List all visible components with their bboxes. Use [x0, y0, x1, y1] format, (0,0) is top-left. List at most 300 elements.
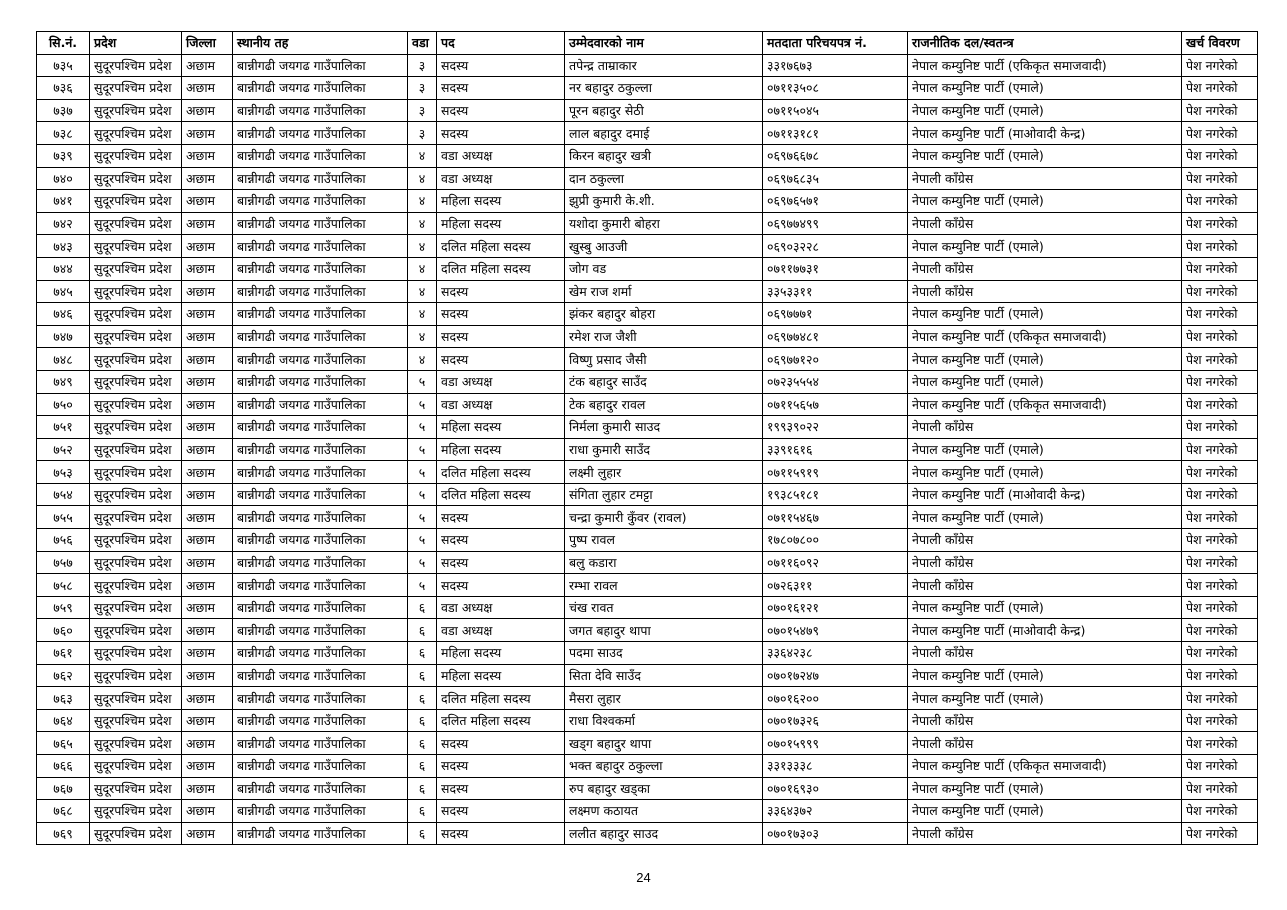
cell-district: अछाम [182, 461, 233, 484]
cell-local-level: बान्नीगढी जयगढ गाउँपालिका [233, 619, 408, 642]
cell-expense-details: पेश नगरेको [1182, 642, 1258, 665]
cell-voter-id: ०७०१६१२१ [763, 596, 908, 619]
cell-local-level: बान्नीगढी जयगढ गाउँपालिका [233, 506, 408, 529]
cell-serial-number: ७६२ [37, 664, 90, 687]
cell-party: नेपाली काँग्रेस [908, 551, 1182, 574]
cell-serial-number: ७६१ [37, 642, 90, 665]
cell-ward: ५ [408, 438, 437, 461]
cell-party: नेपाल कम्युनिष्ट पार्टी (एमाले) [908, 687, 1182, 710]
cell-serial-number: ७५६ [37, 529, 90, 552]
cell-province: सुदूरपश्चिम प्रदेश [90, 416, 182, 439]
cell-serial-number: ७४२ [37, 212, 90, 235]
cell-party: नेपाल कम्युनिष्ट पार्टी (माओवादी केन्द्र) [908, 483, 1182, 506]
cell-province: सुदूरपश्चिम प्रदेश [90, 190, 182, 213]
cell-province: सुदूरपश्चिम प्रदेश [90, 506, 182, 529]
cell-voter-id: ०६९७७४९९ [763, 212, 908, 235]
cell-province: सुदूरपश्चिम प्रदेश [90, 99, 182, 122]
cell-post: वडा अध्यक्ष [437, 167, 565, 190]
cell-voter-id: ०६९७६८३५ [763, 167, 908, 190]
cell-ward: ६ [408, 822, 437, 845]
cell-post: महिला सदस्य [437, 664, 565, 687]
table-row [37, 777, 1258, 800]
cell-expense-details: पेश नगरेको [1182, 416, 1258, 439]
cell-party: नेपाल कम्युनिष्ट पार्टी (एमाले) [908, 461, 1182, 484]
header-ward: वडा [408, 32, 437, 55]
cell-party: नेपाली काँग्रेस [908, 257, 1182, 280]
header-province: प्रदेश [90, 32, 182, 55]
cell-province: सुदूरपश्चिम प्रदेश [90, 235, 182, 258]
cell-serial-number: ७६५ [37, 732, 90, 755]
cell-district: अछाम [182, 551, 233, 574]
cell-candidate-name: निर्मला कुमारी साउद [565, 416, 763, 439]
cell-province: सुदूरपश्चिम प्रदेश [90, 642, 182, 665]
cell-ward: ६ [408, 642, 437, 665]
cell-district: अछाम [182, 235, 233, 258]
header-serial-number: सि.नं. [37, 32, 90, 55]
table-row [37, 393, 1258, 416]
cell-party: नेपाल कम्युनिष्ट पार्टी (एमाले) [908, 800, 1182, 823]
cell-post: सदस्य [437, 529, 565, 552]
cell-party: नेपाल कम्युनिष्ट पार्टी (एकिकृत समाजवादी) [908, 393, 1182, 416]
cell-candidate-name: भक्त बहादुर ठकुल्ला [565, 755, 763, 778]
cell-post: वडा अध्यक्ष [437, 370, 565, 393]
cell-voter-id: ०७०१६२०० [763, 687, 908, 710]
cell-expense-details: पेश नगरेको [1182, 506, 1258, 529]
cell-voter-id: ०७११५०४५ [763, 99, 908, 122]
cell-expense-details: पेश नगरेको [1182, 77, 1258, 100]
cell-party: नेपाल कम्युनिष्ट पार्टी (एकिकृत समाजवादी) [908, 755, 1182, 778]
cell-local-level: बान्नीगढी जयगढ गाउँपालिका [233, 212, 408, 235]
cell-local-level: बान्नीगढी जयगढ गाउँपालिका [233, 348, 408, 371]
cell-expense-details: पेश नगरेको [1182, 370, 1258, 393]
cell-serial-number: ७४३ [37, 235, 90, 258]
cell-expense-details: पेश नगरेको [1182, 280, 1258, 303]
cell-province: सुदूरपश्चिम प्रदेश [90, 54, 182, 77]
table-row [37, 122, 1258, 145]
cell-voter-id: ०६९७७७१ [763, 303, 908, 326]
cell-province: सुदूरपश्चिम प्रदेश [90, 529, 182, 552]
cell-expense-details: पेश नगरेको [1182, 529, 1258, 552]
cell-post: महिला सदस्य [437, 212, 565, 235]
cell-local-level: बान्नीगढी जयगढ गाउँपालिका [233, 325, 408, 348]
cell-expense-details: पेश नगरेको [1182, 574, 1258, 597]
cell-local-level: बान्नीगढी जयगढ गाउँपालिका [233, 732, 408, 755]
cell-expense-details: पेश नगरेको [1182, 393, 1258, 416]
cell-district: अछाम [182, 77, 233, 100]
cell-ward: ४ [408, 190, 437, 213]
cell-candidate-name: राधा विश्वकर्मा [565, 709, 763, 732]
cell-candidate-name: ललीत बहादुर साउद [565, 822, 763, 845]
cell-ward: ५ [408, 574, 437, 597]
table-row [37, 755, 1258, 778]
cell-post: सदस्य [437, 800, 565, 823]
cell-expense-details: पेश नगरेको [1182, 235, 1258, 258]
cell-province: सुदूरपश्चिम प्रदेश [90, 619, 182, 642]
cell-expense-details: पेश नगरेको [1182, 303, 1258, 326]
cell-ward: ५ [408, 551, 437, 574]
cell-province: सुदूरपश्चिम प्रदेश [90, 800, 182, 823]
cell-candidate-name: दान ठकुल्ला [565, 167, 763, 190]
table-row [37, 438, 1258, 461]
cell-ward: ३ [408, 99, 437, 122]
cell-serial-number: ७५२ [37, 438, 90, 461]
cell-serial-number: ७५४ [37, 483, 90, 506]
cell-candidate-name: खुस्बु आउजी [565, 235, 763, 258]
table-row [37, 416, 1258, 439]
cell-expense-details: पेश नगरेको [1182, 551, 1258, 574]
cell-voter-id: १७८०७८०० [763, 529, 908, 552]
cell-candidate-name: लाल बहादुर दमाई [565, 122, 763, 145]
cell-party: नेपाल कम्युनिष्ट पार्टी (एमाले) [908, 303, 1182, 326]
table-row [37, 461, 1258, 484]
cell-ward: ६ [408, 709, 437, 732]
cell-district: अछाम [182, 122, 233, 145]
cell-post: वडा अध्यक्ष [437, 596, 565, 619]
cell-local-level: बान्नीगढी जयगढ गाउँपालिका [233, 257, 408, 280]
cell-province: सुदूरपश्चिम प्रदेश [90, 257, 182, 280]
cell-expense-details: पेश नगरेको [1182, 800, 1258, 823]
cell-province: सुदूरपश्चिम प्रदेश [90, 303, 182, 326]
cell-expense-details: पेश नगरेको [1182, 461, 1258, 484]
cell-district: अछाम [182, 325, 233, 348]
cell-expense-details: पेश नगरेको [1182, 325, 1258, 348]
header-local-level: स्थानीय तह [233, 32, 408, 55]
cell-party: नेपाल कम्युनिष्ट पार्टी (एमाले) [908, 235, 1182, 258]
cell-party: नेपाल कम्युनिष्ट पार्टी (एमाले) [908, 777, 1182, 800]
cell-voter-id: ०७२३५५५४ [763, 370, 908, 393]
cell-local-level: बान्नीगढी जयगढ गाउँपालिका [233, 54, 408, 77]
cell-province: सुदूरपश्चिम प्रदेश [90, 77, 182, 100]
cell-post: सदस्य [437, 822, 565, 845]
cell-candidate-name: पूरन बहादुर सेठी [565, 99, 763, 122]
cell-district: अछाम [182, 619, 233, 642]
cell-district: अछाम [182, 303, 233, 326]
cell-voter-id: १९३८५१८१ [763, 483, 908, 506]
cell-district: अछाम [182, 596, 233, 619]
cell-party: नेपाली काँग्रेस [908, 642, 1182, 665]
cell-district: अछाम [182, 483, 233, 506]
cell-district: अछाम [182, 438, 233, 461]
cell-serial-number: ७४९ [37, 370, 90, 393]
cell-local-level: बान्नीगढी जयगढ गाउँपालिका [233, 303, 408, 326]
cell-candidate-name: पदमा साउद [565, 642, 763, 665]
cell-expense-details: पेश नगरेको [1182, 619, 1258, 642]
header-expense-details: खर्च विवरण [1182, 32, 1258, 55]
header-candidate-name: उम्मेदवारको नाम [565, 32, 763, 55]
cell-post: महिला सदस्य [437, 416, 565, 439]
cell-ward: ६ [408, 777, 437, 800]
cell-post: सदस्य [437, 122, 565, 145]
cell-candidate-name: टंक बहादुर साउँद [565, 370, 763, 393]
cell-post: दलित महिला सदस्य [437, 709, 565, 732]
cell-post: वडा अध्यक्ष [437, 619, 565, 642]
cell-post: वडा अध्यक्ष [437, 393, 565, 416]
table-row [37, 483, 1258, 506]
cell-serial-number: ७४५ [37, 280, 90, 303]
cell-post: सदस्य [437, 54, 565, 77]
cell-local-level: बान्नीगढी जयगढ गाउँपालिका [233, 461, 408, 484]
cell-local-level: बान्नीगढी जयगढ गाउँपालिका [233, 709, 408, 732]
cell-expense-details: पेश नगरेको [1182, 144, 1258, 167]
cell-candidate-name: मैसरा लुहार [565, 687, 763, 710]
cell-candidate-name: पुष्प रावल [565, 529, 763, 552]
cell-local-level: बान्नीगढी जयगढ गाउँपालिका [233, 99, 408, 122]
cell-province: सुदूरपश्चिम प्रदेश [90, 732, 182, 755]
cell-district: अछाम [182, 709, 233, 732]
cell-voter-id: ३३६४३७२ [763, 800, 908, 823]
cell-serial-number: ७४६ [37, 303, 90, 326]
table-row [37, 257, 1258, 280]
cell-candidate-name: लक्ष्मण कठायत [565, 800, 763, 823]
cell-province: सुदूरपश्चिम प्रदेश [90, 212, 182, 235]
cell-province: सुदूरपश्चिम प्रदेश [90, 664, 182, 687]
cell-serial-number: ७३८ [37, 122, 90, 145]
cell-ward: ३ [408, 54, 437, 77]
cell-district: अछाम [182, 777, 233, 800]
cell-local-level: बान्नीगढी जयगढ गाउँपालिका [233, 416, 408, 439]
cell-district: अछाम [182, 370, 233, 393]
cell-candidate-name: किरन बहादुर खत्री [565, 144, 763, 167]
cell-ward: ४ [408, 303, 437, 326]
table-row [37, 190, 1258, 213]
cell-local-level: बान्नीगढी जयगढ गाउँपालिका [233, 144, 408, 167]
cell-party: नेपाली काँग्रेस [908, 529, 1182, 552]
cell-voter-id: ०७२६३११ [763, 574, 908, 597]
cell-local-level: बान्नीगढी जयगढ गाउँपालिका [233, 822, 408, 845]
cell-candidate-name: सिता देवि साउँद [565, 664, 763, 687]
cell-district: अछाम [182, 506, 233, 529]
cell-candidate-name: चन्द्रा कुमारी कुँवर (रावल) [565, 506, 763, 529]
table-row [37, 303, 1258, 326]
cell-expense-details: पेश नगरेको [1182, 212, 1258, 235]
cell-party: नेपाल कम्युनिष्ट पार्टी (एमाले) [908, 506, 1182, 529]
cell-local-level: बान्नीगढी जयगढ गाउँपालिका [233, 664, 408, 687]
cell-post: सदस्य [437, 732, 565, 755]
table-row [37, 506, 1258, 529]
cell-province: सुदूरपश्चिम प्रदेश [90, 144, 182, 167]
cell-district: अछाम [182, 99, 233, 122]
cell-ward: ६ [408, 596, 437, 619]
cell-candidate-name: झुप्री कुमारी के.शी. [565, 190, 763, 213]
cell-party: नेपाल कम्युनिष्ट पार्टी (एमाले) [908, 190, 1182, 213]
cell-serial-number: ७४८ [37, 348, 90, 371]
cell-local-level: बान्नीगढी जयगढ गाउँपालिका [233, 77, 408, 100]
cell-post: महिला सदस्य [437, 190, 565, 213]
cell-district: अछाम [182, 416, 233, 439]
cell-local-level: बान्नीगढी जयगढ गाउँपालिका [233, 370, 408, 393]
cell-local-level: बान्नीगढी जयगढ गाउँपालिका [233, 190, 408, 213]
page-number: 24 [636, 870, 651, 885]
cell-serial-number: ७३६ [37, 77, 90, 100]
cell-expense-details: पेश नगरेको [1182, 483, 1258, 506]
cell-district: अछाम [182, 822, 233, 845]
cell-local-level: बान्नीगढी जयगढ गाउँपालिका [233, 800, 408, 823]
cell-party: नेपाल कम्युनिष्ट पार्टी (माओवादी केन्द्र) [908, 619, 1182, 642]
table-row [37, 800, 1258, 823]
cell-party: नेपाल कम्युनिष्ट पार्टी (एमाले) [908, 370, 1182, 393]
cell-serial-number: ७५९ [37, 596, 90, 619]
cell-expense-details: पेश नगरेको [1182, 257, 1258, 280]
cell-local-level: बान्नीगढी जयगढ गाउँपालिका [233, 551, 408, 574]
cell-ward: ४ [408, 212, 437, 235]
cell-voter-id: ०७११५९१९ [763, 461, 908, 484]
cell-serial-number: ७३५ [37, 54, 90, 77]
cell-province: सुदूरपश्चिम प्रदेश [90, 822, 182, 845]
cell-district: अछाम [182, 800, 233, 823]
cell-province: सुदूरपश्चिम प्रदेश [90, 755, 182, 778]
header-voter-id: मतदाता परिचयपत्र नं. [763, 32, 908, 55]
cell-ward: ६ [408, 687, 437, 710]
cell-candidate-name: चंख रावत [565, 596, 763, 619]
cell-district: अछाम [182, 574, 233, 597]
table-row [37, 687, 1258, 710]
cell-post: महिला सदस्य [437, 642, 565, 665]
cell-party: नेपाली काँग्रेस [908, 732, 1182, 755]
cell-ward: ४ [408, 348, 437, 371]
cell-district: अछाम [182, 257, 233, 280]
cell-voter-id: ०७०१६९३० [763, 777, 908, 800]
cell-expense-details: पेश नगरेको [1182, 664, 1258, 687]
cell-voter-id: ३३६४२३८ [763, 642, 908, 665]
header-post: पद [437, 32, 565, 55]
table-row [37, 529, 1258, 552]
cell-voter-id: ३३९१६१६ [763, 438, 908, 461]
cell-district: अछाम [182, 212, 233, 235]
cell-voter-id: ०७११६०९२ [763, 551, 908, 574]
table-header-row [37, 32, 1258, 55]
cell-local-level: बान्नीगढी जयगढ गाउँपालिका [233, 483, 408, 506]
cell-candidate-name: संगिता लुहार टमट्टा [565, 483, 763, 506]
cell-voter-id: ३३५३३११ [763, 280, 908, 303]
cell-voter-id: ०७०१७३०३ [763, 822, 908, 845]
cell-post: सदस्य [437, 77, 565, 100]
cell-serial-number: ७६८ [37, 800, 90, 823]
cell-voter-id: ०७११५६५७ [763, 393, 908, 416]
cell-voter-id: ३३१३३३८ [763, 755, 908, 778]
cell-post: सदस्य [437, 506, 565, 529]
cell-expense-details: पेश नगरेको [1182, 709, 1258, 732]
cell-voter-id: ३३१७६७३ [763, 54, 908, 77]
cell-party: नेपाली काँग्रेस [908, 709, 1182, 732]
cell-ward: ६ [408, 755, 437, 778]
cell-post: वडा अध्यक्ष [437, 144, 565, 167]
cell-post: महिला सदस्य [437, 438, 565, 461]
cell-candidate-name: खेम राज शर्मा [565, 280, 763, 303]
cell-district: अछाम [182, 755, 233, 778]
cell-serial-number: ७६३ [37, 687, 90, 710]
cell-district: अछाम [182, 280, 233, 303]
cell-candidate-name: रमेश राज जैशी [565, 325, 763, 348]
cell-province: सुदूरपश्चिम प्रदेश [90, 370, 182, 393]
table-row [37, 348, 1258, 371]
cell-ward: ५ [408, 393, 437, 416]
table-row [37, 596, 1258, 619]
header-party: राजनीतिक दल/स्वतन्त्र [908, 32, 1182, 55]
cell-post: सदस्य [437, 99, 565, 122]
cell-post: दलित महिला सदस्य [437, 687, 565, 710]
cell-expense-details: पेश नगरेको [1182, 777, 1258, 800]
cell-post: सदस्य [437, 325, 565, 348]
cell-province: सुदूरपश्चिम प्रदेश [90, 709, 182, 732]
cell-district: अछाम [182, 348, 233, 371]
cell-candidate-name: नर बहादुर ठकुल्ला [565, 77, 763, 100]
cell-voter-id: ०६९७६५७१ [763, 190, 908, 213]
cell-party: नेपाल कम्युनिष्ट पार्टी (एमाले) [908, 99, 1182, 122]
cell-voter-id: ०७०१७३२६ [763, 709, 908, 732]
cell-candidate-name: रम्भा रावल [565, 574, 763, 597]
cell-voter-id: ०७११३१८१ [763, 122, 908, 145]
cell-post: सदस्य [437, 777, 565, 800]
cell-post: सदस्य [437, 574, 565, 597]
cell-serial-number: ७५८ [37, 574, 90, 597]
cell-voter-id: ०६९७७४८१ [763, 325, 908, 348]
cell-party: नेपाल कम्युनिष्ट पार्टी (एमाले) [908, 438, 1182, 461]
cell-post: सदस्य [437, 303, 565, 326]
cell-expense-details: पेश नगरेको [1182, 54, 1258, 77]
cell-ward: ५ [408, 506, 437, 529]
table-row [37, 77, 1258, 100]
cell-party: नेपाल कम्युनिष्ट पार्टी (एमाले) [908, 596, 1182, 619]
table-row [37, 709, 1258, 732]
cell-voter-id: ०६९७६६७८ [763, 144, 908, 167]
cell-ward: ६ [408, 619, 437, 642]
cell-ward: ५ [408, 461, 437, 484]
cell-party: नेपाली काँग्रेस [908, 167, 1182, 190]
cell-ward: ४ [408, 235, 437, 258]
cell-local-level: बान्नीगढी जयगढ गाउँपालिका [233, 393, 408, 416]
cell-province: सुदूरपश्चिम प्रदेश [90, 777, 182, 800]
table-row [37, 212, 1258, 235]
cell-party: नेपाल कम्युनिष्ट पार्टी (एमाले) [908, 664, 1182, 687]
candidate-expense-table [36, 31, 1258, 845]
table-row [37, 664, 1258, 687]
cell-voter-id: ०७११३५०८ [763, 77, 908, 100]
cell-serial-number: ७५३ [37, 461, 90, 484]
table-row [37, 167, 1258, 190]
cell-voter-id: ०७११७७३१ [763, 257, 908, 280]
cell-serial-number: ७६९ [37, 822, 90, 845]
cell-local-level: बान्नीगढी जयगढ गाउँपालिका [233, 574, 408, 597]
cell-ward: ६ [408, 732, 437, 755]
cell-party: नेपाली काँग्रेस [908, 574, 1182, 597]
cell-serial-number: ७४७ [37, 325, 90, 348]
cell-post: सदस्य [437, 280, 565, 303]
cell-ward: ४ [408, 257, 437, 280]
cell-district: अछाम [182, 393, 233, 416]
cell-ward: ३ [408, 77, 437, 100]
cell-ward: ५ [408, 483, 437, 506]
cell-local-level: बान्नीगढी जयगढ गाउँपालिका [233, 167, 408, 190]
cell-district: अछाम [182, 144, 233, 167]
cell-serial-number: ७६६ [37, 755, 90, 778]
cell-local-level: बान्नीगढी जयगढ गाउँपालिका [233, 777, 408, 800]
cell-expense-details: पेश नगरेको [1182, 687, 1258, 710]
cell-serial-number: ७६७ [37, 777, 90, 800]
cell-ward: ४ [408, 144, 437, 167]
cell-province: सुदूरपश्चिम प्रदेश [90, 438, 182, 461]
cell-district: अछाम [182, 529, 233, 552]
table-row [37, 551, 1258, 574]
cell-district: अछाम [182, 190, 233, 213]
cell-serial-number: ७५० [37, 393, 90, 416]
cell-province: सुदूरपश्चिम प्रदेश [90, 687, 182, 710]
cell-ward: ५ [408, 416, 437, 439]
cell-candidate-name: तपेन्द्र ताम्राकार [565, 54, 763, 77]
table-row [37, 574, 1258, 597]
cell-serial-number: ७६४ [37, 709, 90, 732]
cell-district: अछाम [182, 664, 233, 687]
cell-voter-id: ०६९०३२२८ [763, 235, 908, 258]
